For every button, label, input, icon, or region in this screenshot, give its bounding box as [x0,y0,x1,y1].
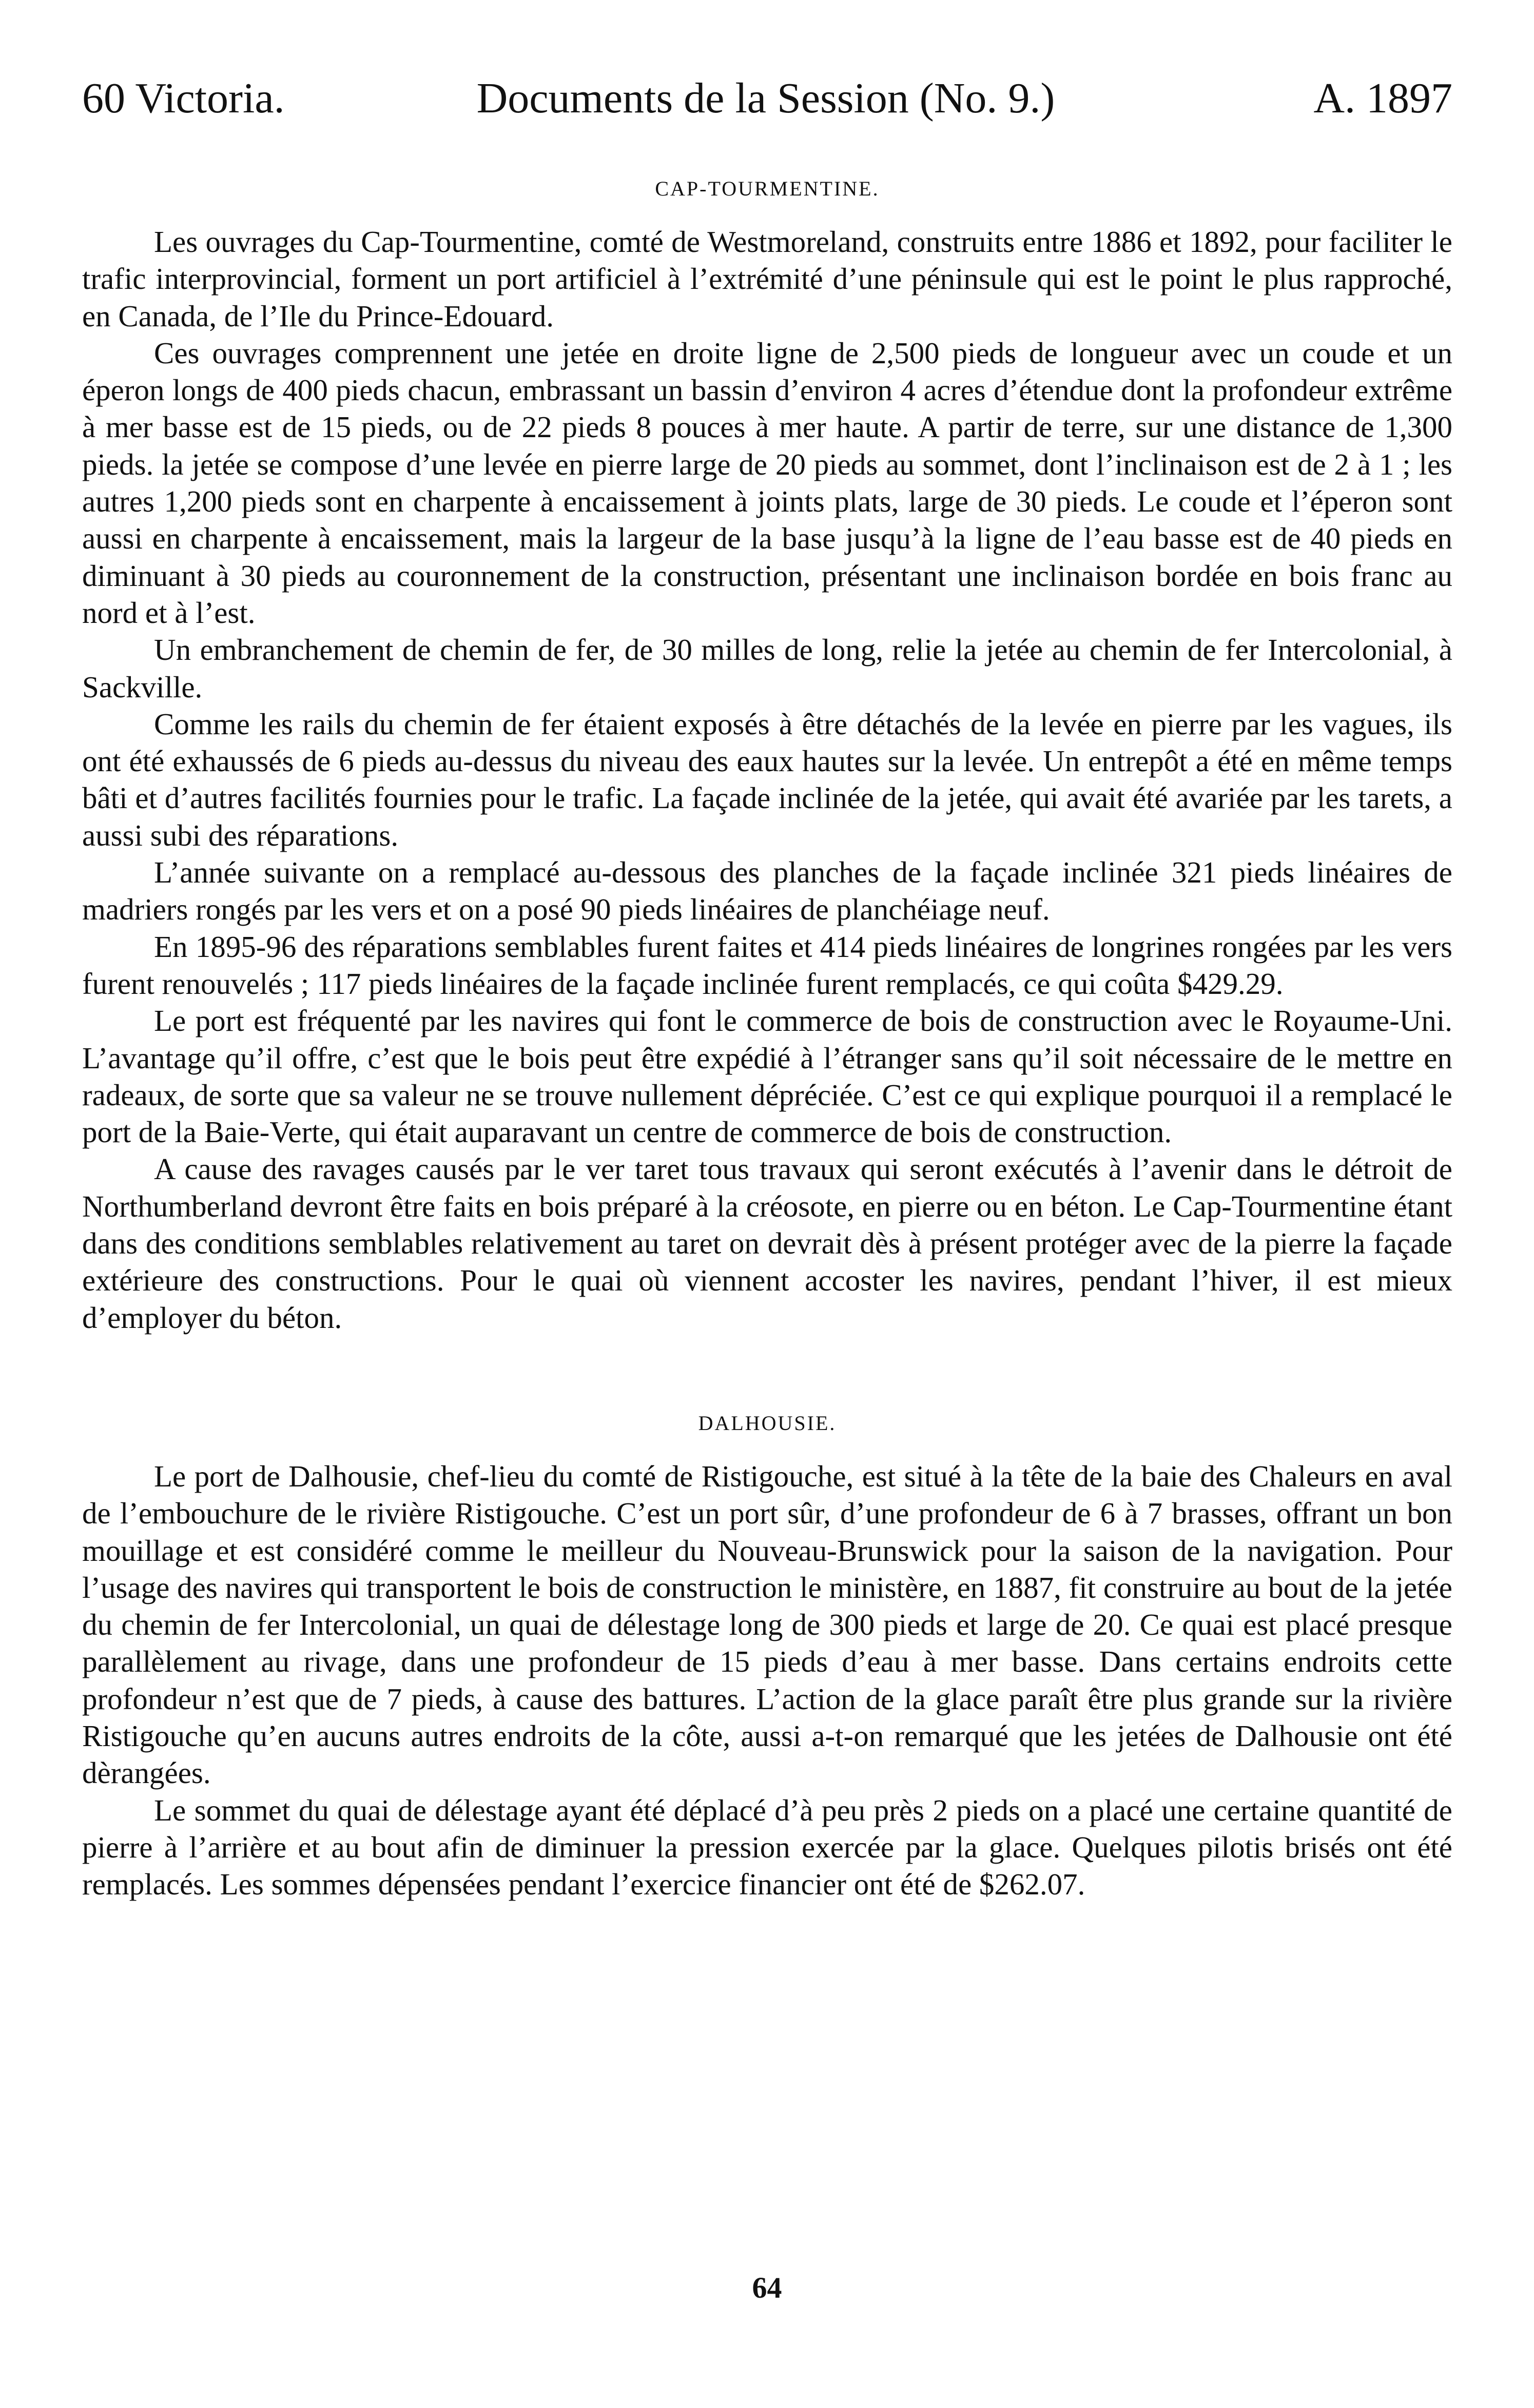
paragraph: A cause des ravages causés par le ver taret tous travaux qui seront exécutés à l’avenir dans le détroit de Northumberland devront être faits en bois préparé à la créosote, en pierre ou en béton. Le Cap-Tourmentine étant dans des conditions semblables relativement au taret on devrait dès à présent protéger avec de la pierre la façade extérieure des constructions. Pour le quai où viennent accoster les navires, pendant l’hiver, il est mieux d’employer du béton. [82,1152,1452,1335]
paragraph: Un embranchement de chemin de fer, de 30 milles de long, relie la jetée au chemin de fer Intercolonial, à Sackville. [82,633,1452,704]
header-year: A. 1897 [1313,74,1452,122]
section-spacer [82,1336,1452,1411]
section-dalhousie [82,1411,1452,1903]
page-number: 64 [752,2271,782,2304]
section-cap-tourmentine [82,177,1452,1336]
running-head [82,74,1452,122]
paragraph: Les ouvrages du Cap-Tourmentine, comté de Westmoreland, construits entre 1886 et 1892, pour faciliter le trafic interprovincial, forment un port artificiel à l’extrémité d’une péninsule qui est le point le plus rapproché, en Canada, de l’Ile du Prince-Edouard. [82,225,1452,333]
header-title: Documents de la Session (No. 9.) [476,74,1055,122]
paragraph: Le port de Dalhousie, chef-lieu du comté de Ristigouche, est situé à la tête de la baie des Chaleurs en aval de l’embouchure de le rivière Ristigouche. C’est un port sûr, d’une profondeur de 6 à 7 brasses, offrant un bon mouillage et est considéré comme le meilleur du Nouveau-Brunswick pour la saison de la navigation. Pour l’usage des navires qui transportent le bois de construction le ministère, en 1887, fit construire au bout de la jetée du chemin de fer Intercolonial, un quai de délestage long de 300 pieds et large de 20. Ce quai est placé presque parallèlement au rivage, dans une profondeur de 15 pieds d’eau à mer basse. Dans certains endroits cette profondeur n’est que de 7 pieds, à cause des battures. L’action de la glace paraît être plus grande sur la rivière Ristigouche qu’en aucuns autres endroits de la côte, aussi a-t-on remarqué que les jetées de Dalhousie ont été dèrangées. [82,1459,1452,1790]
document-page [82,74,1452,1903]
section-title: CAP-TOURMENTINE. [655,177,880,200]
paragraph: L’année suivante on a remplacé au-dessous des planches de la façade inclinée 321 pieds linéaires de madriers rongés par les vers et on a posé 90 pieds linéaires de planchéiage neuf. [82,855,1452,927]
paragraph: Comme les rails du chemin de fer étaient exposés à être détachés de la levée en pierre par les vagues, ils ont été exhaussés de 6 pieds au-dessus du niveau des eaux hautes sur la levée. Un entrepôt a été en même temps bâti et d’autres facilités fournies pour le trafic. La façade inclinée de la jetée, qui avait été avariée par les tarets, a aussi subi des réparations. [82,707,1452,852]
paragraph: Ces ouvrages comprennent une jetée en droite ligne de 2,500 pieds de longueur avec un coude et un éperon longs de 400 pieds chacun, embrassant un bassin d’environ 4 acres d’étendue dont la profondeur extrême à mer basse est de 15 pieds, ou de 22 pieds 8 pouces à mer haute. A partir de terre, sur une distance de 1,300 pieds. la jetée se compose d’une levée en pierre large de 20 pieds au sommet, dont l’inclinaison est de 2 à 1 ; les autres 1,200 pieds sont en charpente à encaissement à joints plats, large de 30 pieds. Le coude et l’éperon sont aussi en charpente à encaissement, mais la largeur de la base jusqu’à la ligne de l’eau basse est de 40 pieds en diminuant à 30 pieds au couronnement de la construction, présentant une inclinaison bordée en bois franc au nord et à l’est. [82,336,1452,630]
paragraph: En 1895-96 des réparations semblables furent faites et 414 pieds linéaires de longrines rongées par les vers furent renouvelés ; 117 pieds linéaires de la façade inclinée furent remplacés, ce qui coûta $429.29. [82,929,1452,1001]
paragraph: Le sommet du quai de délestage ayant été déplacé d’à peu près 2 pieds on a placé une certaine quantité de pierre à l’arrière et au bout afin de diminuer la pression exercée par la glace. Quelques pilotis brisés ont été remplacés. Les sommes dépensées pendant l’exercice financier ont été de $262.07. [82,1793,1452,1902]
header-regnal-year: 60 Victoria. [82,74,285,122]
paragraph: Le port est fréquenté par les navires qui font le commerce de bois de construction avec le Royaume-Uni. L’avantage qu’il offre, c’est que le bois peut être expédié à l’étranger sans qu’il soit nécessaire de le mettre en radeaux, de sorte que sa valeur ne se trouve nullement dépréciée. C’est ce qui explique pourquoi il a remplacé le port de la Baie-Verte, qui était auparavant un centre de commerce de bois de construction. [82,1004,1452,1149]
section-title: DALHOUSIE. [698,1411,837,1435]
